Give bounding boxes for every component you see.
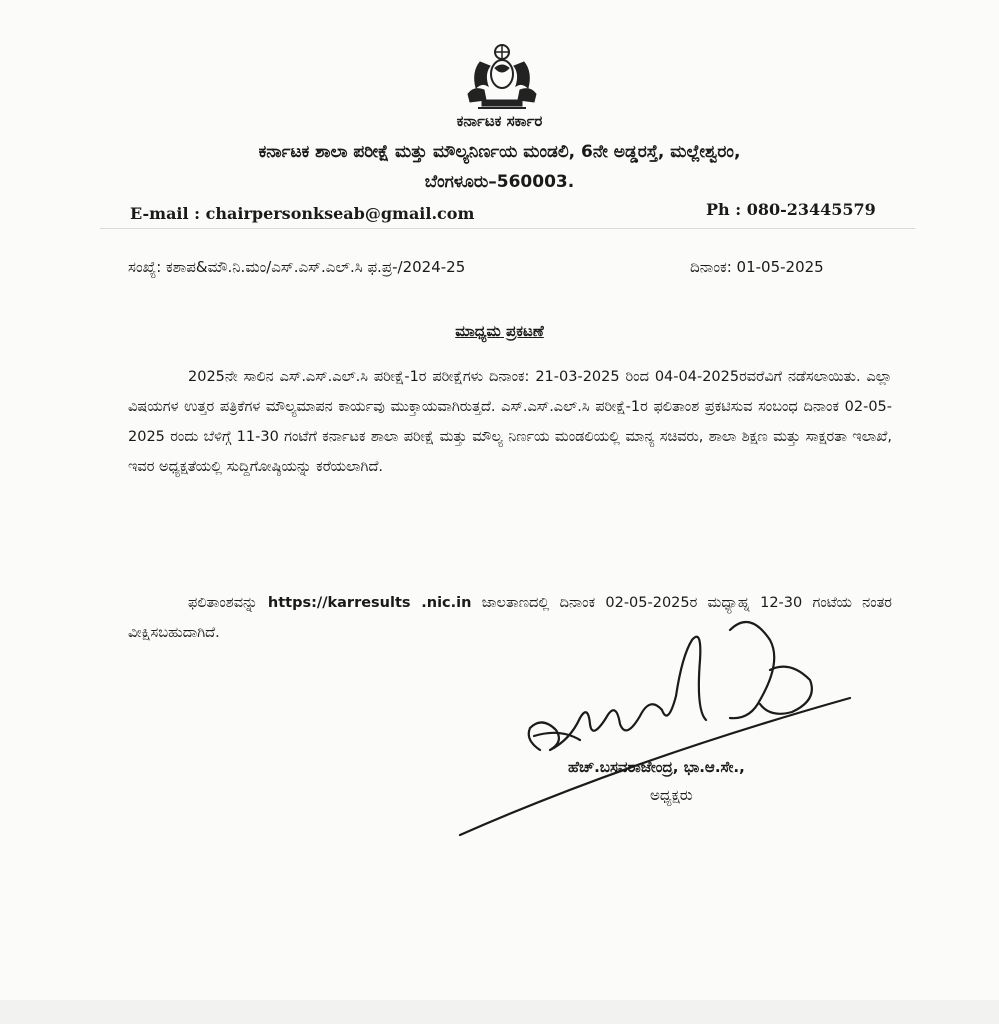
paragraph-2-tail: ಜಾಲತಾಣದಲ್ಲಿ ದಿನಾಂಕ 02-05-2025ರ ಮಧ್ಯಾಹ್ನ 12-30 ಗಂಟೆಯ ನಂತರ ವೀಕ್ಷಿಸಬಹುದಾಗಿದೆ. [128, 595, 892, 641]
board-address: ಕರ್ನಾಟಕ ಶಾಲಾ ಪರೀಕ್ಷೆ ಮತ್ತು ಮೌಲ್ಯನಿರ್ಣಯ ಮಂಡಲಿ, 6ನೇ ಅಡ್ಡರಸ್ತೆ, ಮಲ್ಲೇಶ್ವರಂ, [258, 142, 741, 162]
handwritten-signature [430, 600, 890, 850]
results-website-link[interactable]: https://karresults .nic.in [267, 595, 472, 611]
paragraph-2-lead: ಫಲಿತಾಂಶವನ್ನು [188, 595, 268, 611]
letterhead-divider [100, 228, 915, 229]
signatory-name: ಹೆಚ್.ಬಸವರಾಜೇಂದ್ರ, ಭಾ.ಆ.ಸೇ., [568, 758, 745, 776]
signatory-designation: ಅಧ್ಯಕ್ಷರು [650, 786, 693, 804]
state-emblem-icon [462, 42, 542, 112]
reference-number: ಸಂಖ್ಯೆ: ಕಶಾಪ&ಮೌ.ನಿ.ಮಂ/ಎಸ್.ಎಸ್.ಎಲ್.ಸಿ ಫ.ಪ್ರ-/2024-25 [128, 258, 466, 276]
notice-heading: ಮಾಧ್ಯಮ ಪ್ರಕಟಣೆ [455, 322, 544, 340]
government-title: ಕರ್ನಾಟಕ ಸರ್ಕಾರ [456, 112, 543, 130]
city-pincode: ಬೆಂಗಳೂರು–560003. [424, 172, 575, 192]
document-date: ದಿನಾಂಕ: 01-05-2025 [690, 258, 824, 276]
notice-paragraph-1: 2025ನೇ ಸಾಲಿನ ಎಸ್.ಎಸ್.ಎಲ್.ಸಿ ಪರೀಕ್ಷೆ-1ರ ಪರೀಕ್ಷೆಗಳು ದಿನಾಂಕ: 21-03-2025 ರಿಂದ 04-04-2025ರವರೆವಿಗೆ ನಡೆಸಲಾಯಿತು. ಎಲ್ಲಾ ವಿಷಯಗಳ ಉತ್ತರ ಪತ್ರಿಕೆಗಳ ಮೌಲ್ಯಮಾಪನ ಕಾರ್ಯವು ಮುಕ್ತಾಯವಾಗಿರುತ್ತದೆ. ಎಸ್.ಎಸ್.ಎಲ್.ಸಿ ಪರೀಕ್ಷೆ-1ರ ಫಲಿತಾಂಶ ಪ್ರಕಟಿಸುವ ಸಂಬಂಧ ದಿನಾಂಕ 02-05-2025 ರಂದು ಬೆಳಿಗ್ಗೆ 11-30 ಗಂಟೆಗೆ ಕರ್ನಾಟಕ ಶಾಲಾ ಪರೀಕ್ಷೆ ಮತ್ತು ಮೌಲ್ಯ ನಿರ್ಣಯ ಮಂಡಲಿಯಲ್ಲಿ ಮಾನ್ಯ ಸಚಿವರು, ಶಾಲಾ ಶಿಕ್ಷಣ ಮತ್ತು ಸಾಕ್ಷರತಾ ಇಲಾಖೆ, ಇವರ ಅಧ್ಯಕ್ಷತೆಯಲ್ಲಿ ಸುದ್ದಿಗೋಷ್ಠಿಯನ್ನು ಕರೆಯಲಾಗಿದೆ. [128, 369, 892, 475]
email-contact: E-mail : chairpersonkseab@gmail.com [130, 204, 475, 223]
page-bottom-margin [0, 1000, 999, 1024]
phone-contact: Ph : 080-23445579 [706, 200, 876, 219]
